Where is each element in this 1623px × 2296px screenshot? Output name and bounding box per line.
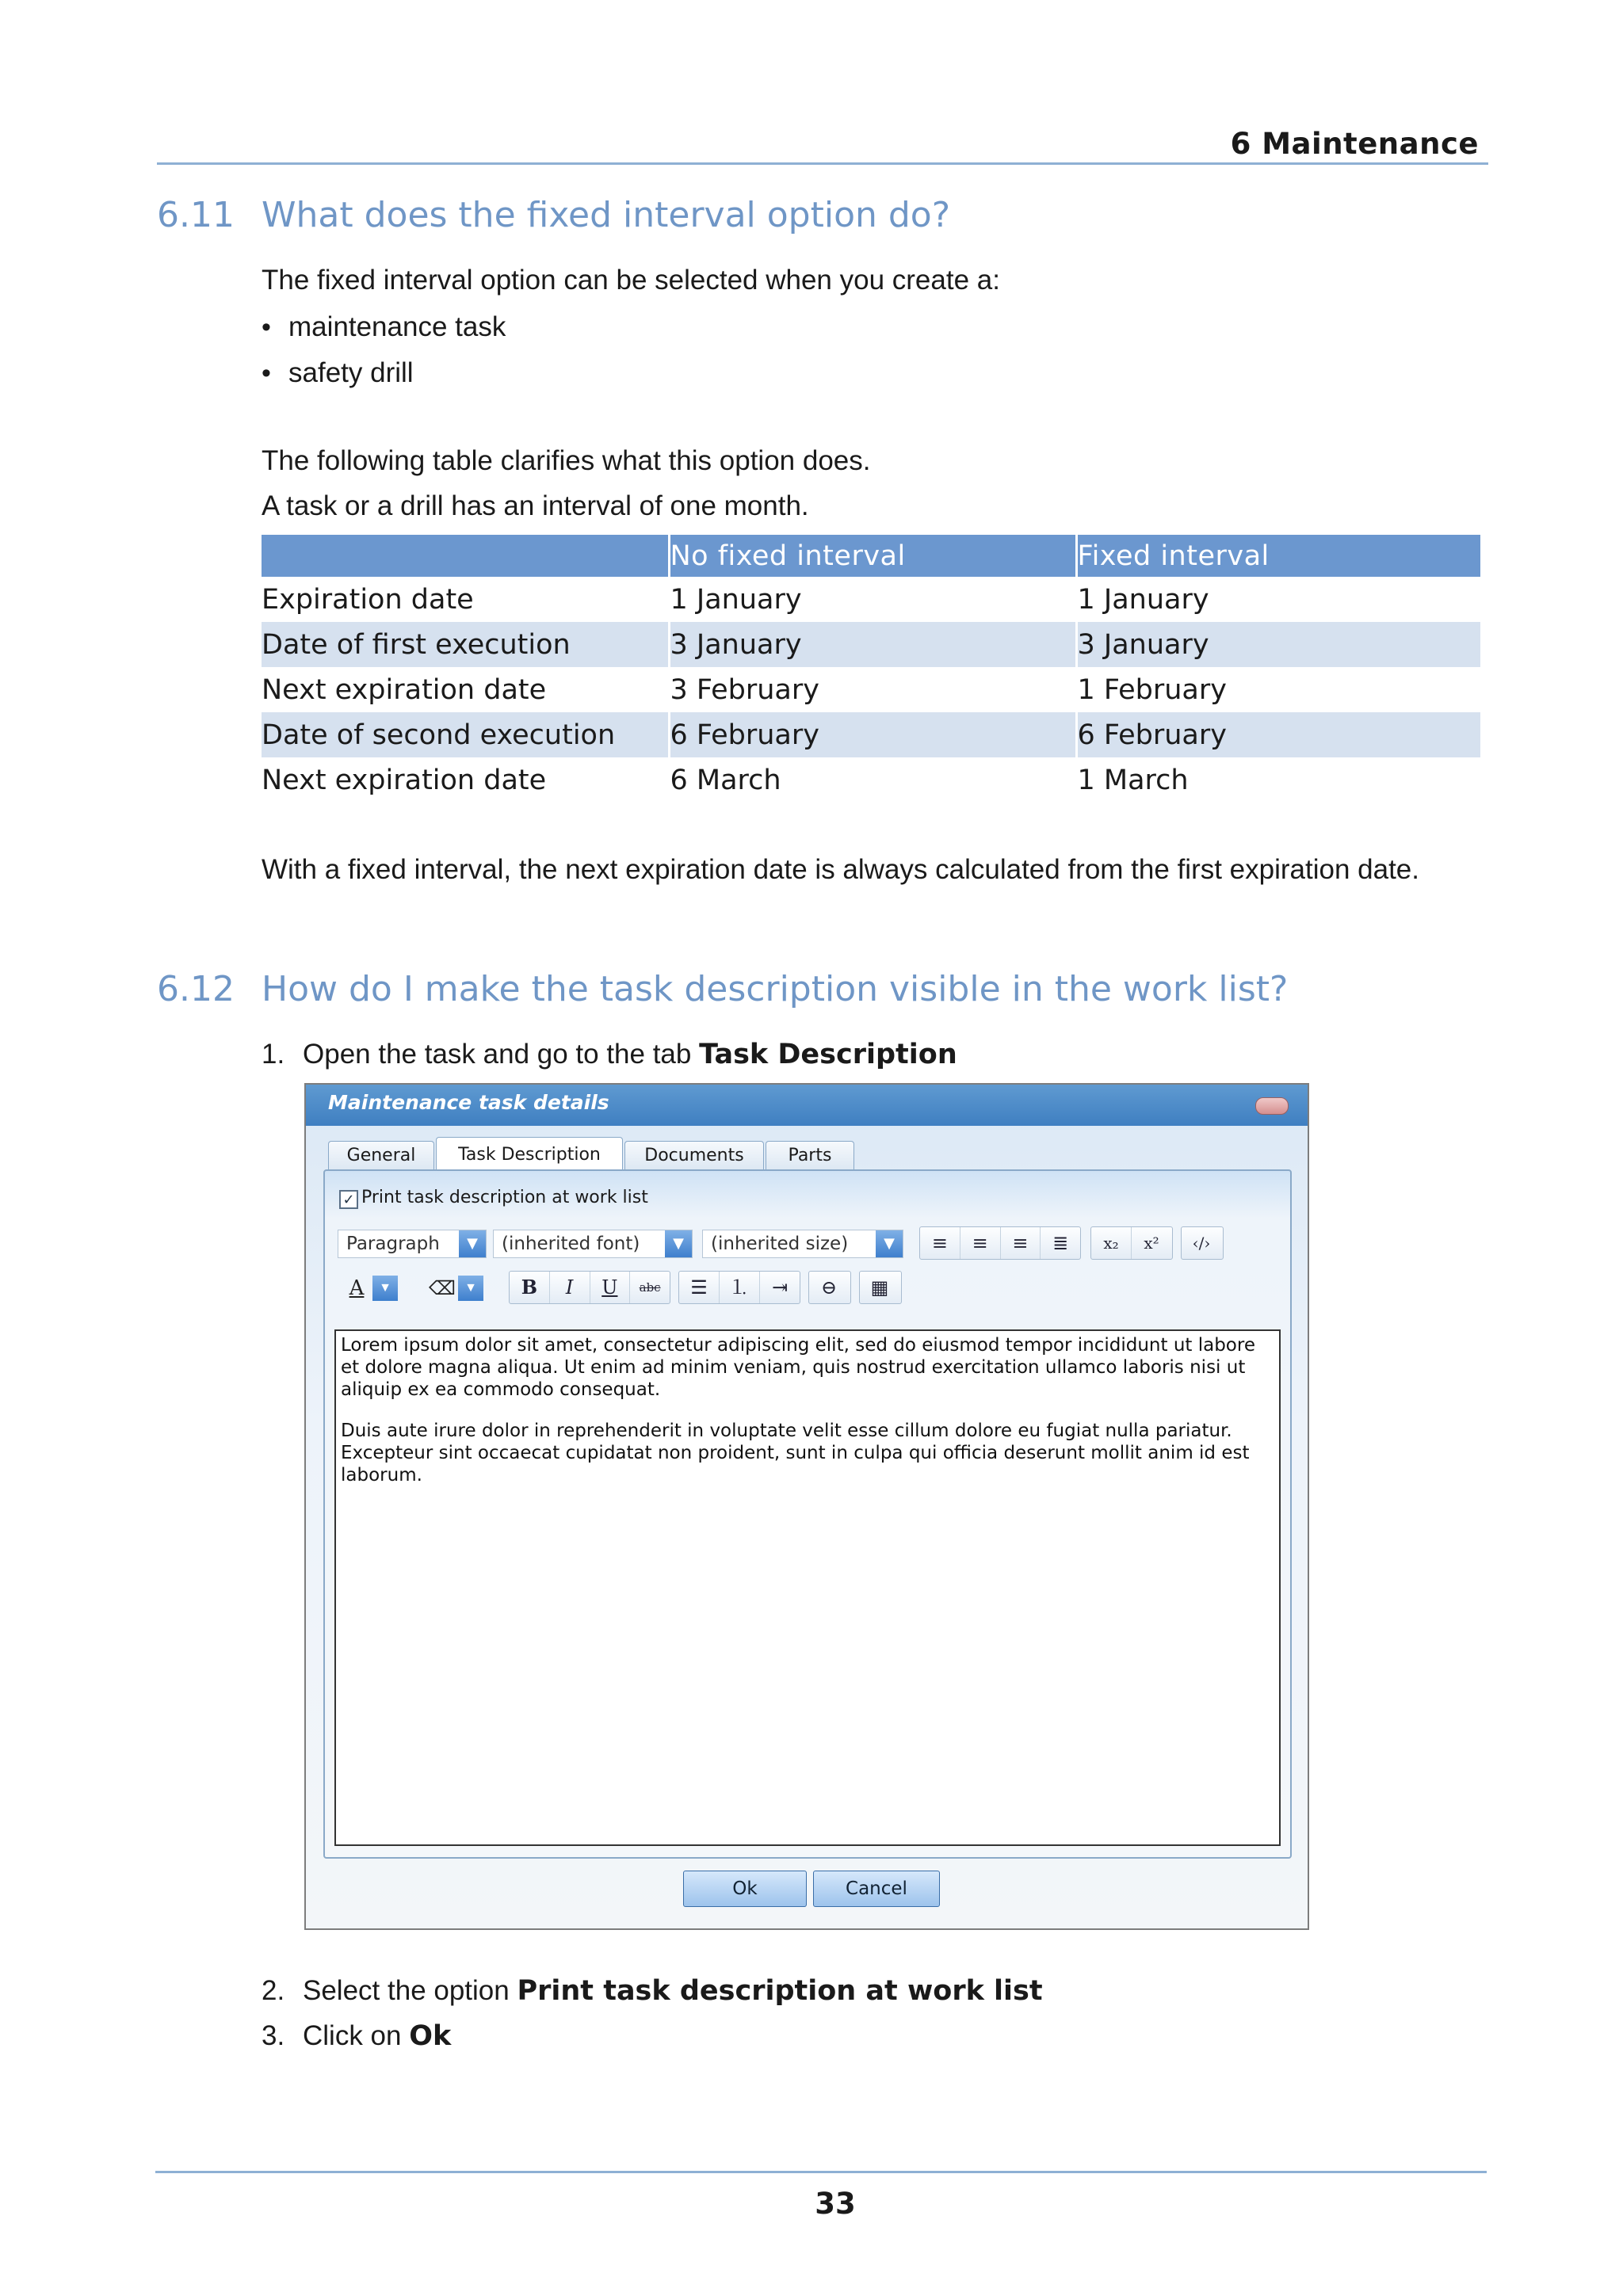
- page-number: 33: [815, 2187, 856, 2221]
- step-bold-term: Task Description: [699, 1039, 957, 1070]
- table-group: [859, 1271, 902, 1304]
- table-cell: 6 March: [669, 757, 1076, 803]
- table-cell: 1 March: [1076, 757, 1480, 803]
- paragraph-format-select[interactable]: [338, 1230, 487, 1258]
- table-header-cell: No fixed interval: [669, 535, 1076, 577]
- select-value: (inherited font): [502, 1234, 640, 1254]
- font-family-select[interactable]: [493, 1230, 693, 1258]
- table-row: [262, 577, 1480, 622]
- underline-icon[interactable]: U: [590, 1272, 631, 1303]
- table-cell: 6 February: [1076, 712, 1480, 757]
- section-title: What does the fixed interval option do?: [262, 195, 951, 235]
- section-heading-6-11: [157, 195, 1504, 242]
- task-description-editor[interactable]: [334, 1329, 1281, 1846]
- step-number: 3.: [262, 2020, 285, 2051]
- step-bold-term: Print task description at work list: [517, 1975, 1043, 2007]
- list-item: • maintenance task: [262, 304, 506, 350]
- alignment-group: [919, 1226, 1081, 1260]
- section-heading-6-12: [157, 969, 1504, 1016]
- superscript-icon[interactable]: x²: [1144, 1234, 1159, 1253]
- print-description-checkbox[interactable]: ✓: [339, 1190, 358, 1209]
- tab-general[interactable]: General: [328, 1141, 434, 1169]
- table-cell: Date of first execution: [262, 622, 669, 667]
- print-description-label: Print task description at work list: [361, 1188, 648, 1207]
- chevron-down-icon: ▼: [665, 1230, 692, 1257]
- table-cell: 3 January: [669, 622, 1076, 667]
- close-icon[interactable]: [1255, 1097, 1289, 1115]
- list-item: • safety drill: [262, 350, 506, 396]
- step-number: 1.: [262, 1039, 285, 1070]
- strikethrough-icon[interactable]: abc: [639, 1280, 661, 1295]
- table-cell: Date of second execution: [262, 712, 669, 757]
- table-row: [262, 712, 1480, 757]
- chevron-down-icon: ▼: [459, 1230, 486, 1257]
- font-size-select[interactable]: [702, 1230, 903, 1258]
- chevron-down-icon: ▼: [372, 1276, 398, 1301]
- align-left-icon[interactable]: ≡: [920, 1227, 960, 1259]
- chevron-down-icon: ▼: [876, 1230, 903, 1257]
- task-description-panel: [323, 1169, 1292, 1859]
- table-row: [262, 622, 1480, 667]
- section-title: How do I make the task description visible in the work list?: [262, 969, 1289, 1009]
- font-color-icon: A: [349, 1276, 365, 1300]
- dialog-titlebar: [306, 1085, 1308, 1126]
- table-row: [262, 757, 1480, 803]
- section-number: 6.12: [157, 969, 235, 1009]
- table-cell: 3 January: [1076, 622, 1480, 667]
- chevron-down-icon: ▼: [458, 1276, 483, 1301]
- table-header-cell: [262, 535, 669, 577]
- table-header-row: [262, 535, 1480, 577]
- source-code-icon[interactable]: ‹/›: [1192, 1234, 1211, 1253]
- table-cell: Next expiration date: [262, 673, 547, 706]
- table-header-cell: Fixed interval: [1076, 535, 1480, 577]
- link-icon[interactable]: ⊖: [820, 1276, 838, 1299]
- step-text: Open the task and go to the tab: [303, 1039, 700, 1070]
- header-rule: [157, 162, 1488, 165]
- source-group: [1181, 1226, 1224, 1260]
- script-group: [1090, 1226, 1173, 1260]
- interval-paragraph: A task or a drill has an interval of one month.: [262, 490, 809, 521]
- bullet-list: [262, 304, 506, 396]
- select-value: (inherited size): [711, 1234, 849, 1254]
- table-cell: Expiration date: [262, 583, 474, 616]
- step-3: [262, 2020, 1450, 2060]
- running-header: 6 Maintenance: [1230, 127, 1479, 161]
- maintenance-task-dialog: [304, 1083, 1309, 1930]
- numbered-list-icon[interactable]: ⒈: [720, 1272, 760, 1303]
- align-right-icon[interactable]: ≡: [1001, 1227, 1041, 1259]
- tab-task-description[interactable]: Task Description: [436, 1137, 623, 1170]
- conclusion-paragraph: With a fixed interval, the next expiration date is always calculated from the first expiration date.: [262, 854, 1419, 885]
- ok-button[interactable]: Ok: [683, 1871, 807, 1907]
- justify-icon[interactable]: ≣: [1052, 1232, 1069, 1254]
- indent-icon[interactable]: ⇥: [771, 1276, 789, 1299]
- section-number: 6.11: [157, 195, 235, 235]
- cancel-button[interactable]: Cancel: [813, 1871, 940, 1907]
- table-row: [262, 667, 1480, 712]
- insert-table-icon[interactable]: ▦: [870, 1276, 889, 1299]
- editor-paragraph: Lorem ipsum dolor sit amet, consectetur adipiscing elit, sed do eiusmod tempor incididunt ut labore et dolore magna aliqua. Ut enim ad minim veniam, quis nostrud exercitation ullamco laboris nisi ut aliquip ex ea commodo consequat.: [341, 1335, 1255, 1400]
- editor-paragraph: Duis aute irure dolor in reprehenderit in voluptate velit esse cillum dolore eu fugiat nulla pariatur. Excepteur sint occaecat cupidatat non proident, sunt in culpa qui officia deserunt mollit anim id est laborum.: [341, 1421, 1250, 1486]
- step-bold-term: Ok: [409, 2020, 452, 2052]
- step-number: 2.: [262, 1975, 285, 2006]
- interval-comparison-table: [262, 535, 1480, 803]
- subscript-icon[interactable]: x₂: [1091, 1227, 1132, 1259]
- table-cell: 1 February: [1076, 667, 1480, 712]
- step-2: [262, 1975, 1450, 2015]
- list-group: [678, 1271, 800, 1304]
- table-intro-paragraph: The following table clarifies what this option does.: [262, 445, 871, 476]
- table-cell: Next expiration date: [262, 764, 547, 796]
- step-text: Select the option: [303, 1975, 517, 2006]
- table-cell: 6 February: [669, 712, 1076, 757]
- text-style-group: [509, 1271, 670, 1304]
- tab-documents[interactable]: Documents: [624, 1141, 764, 1169]
- link-group: [808, 1271, 851, 1304]
- bullet-list-icon[interactable]: ☰: [679, 1272, 720, 1303]
- table-cell: 3 February: [669, 667, 1076, 712]
- bold-icon[interactable]: B: [510, 1272, 550, 1303]
- footer-rule: [155, 2171, 1487, 2173]
- font-color-button[interactable]: [341, 1272, 412, 1304]
- table-cell: 1 January: [669, 577, 1076, 622]
- dialog-title: Maintenance task details: [328, 1091, 609, 1114]
- italic-icon[interactable]: I: [550, 1272, 590, 1303]
- table-cell: 1 January: [1076, 577, 1480, 622]
- highlight-color-button[interactable]: [426, 1272, 498, 1304]
- intro-paragraph: The fixed interval option can be selected when you create a:: [262, 265, 1000, 296]
- step-text: Click on: [303, 2020, 410, 2051]
- step-1: [262, 1039, 1450, 1078]
- align-center-icon[interactable]: ≡: [960, 1227, 1001, 1259]
- highlight-icon: ⌫: [429, 1277, 456, 1299]
- select-value: Paragraph: [346, 1234, 440, 1254]
- tab-parts[interactable]: Parts: [766, 1141, 854, 1169]
